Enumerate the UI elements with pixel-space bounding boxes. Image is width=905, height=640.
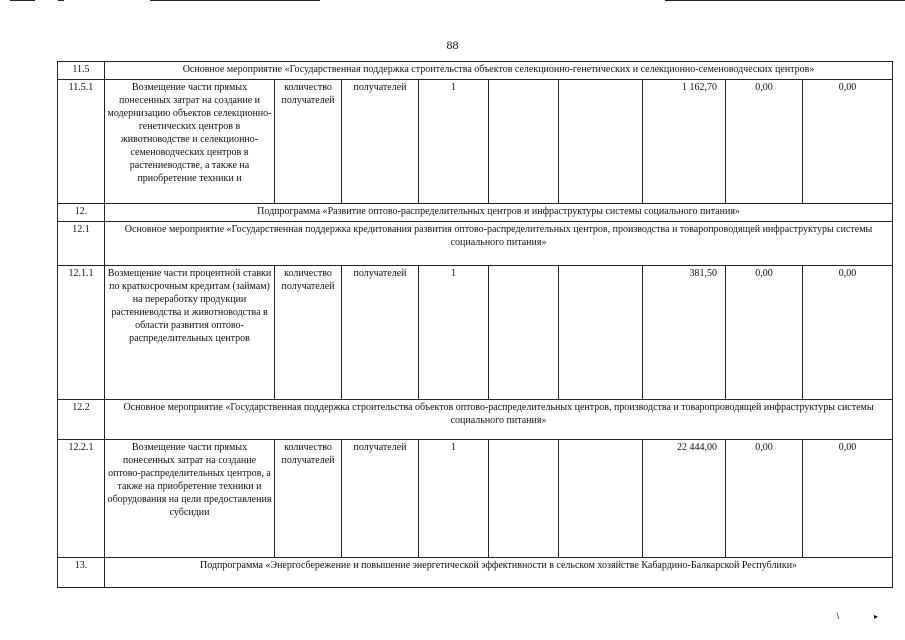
indicator-name: количество получателей — [275, 80, 342, 204]
unit-cell: получателей — [342, 80, 419, 204]
event-title: Основное мероприятие «Государственная поддержка строительства объектов селекционно-генетических и селекционно-семеноводческих центров» — [105, 62, 893, 80]
row-number: 12.2 — [58, 400, 105, 440]
amount-cell: 0,00 — [726, 266, 803, 400]
empty-cell — [489, 440, 559, 558]
amount-cell: 0,00 — [803, 440, 893, 558]
row-number: 13. — [58, 558, 105, 588]
amount-cell: 0,00 — [726, 440, 803, 558]
program-table — [57, 61, 893, 588]
empty-cell — [489, 80, 559, 204]
table-row — [58, 80, 893, 204]
row-number: 12.2.1 — [58, 440, 105, 558]
top-rule-right — [665, 0, 905, 1]
top-rule-center — [150, 0, 320, 1]
amount-cell: 1 162,70 — [643, 80, 726, 204]
table-row — [58, 204, 893, 222]
row-number: 11.5.1 — [58, 80, 105, 204]
indicator-name: количество получателей — [275, 266, 342, 400]
measure-description: Возмещение части прямых понесенных затрат на создание и модернизацию объектов селекционно-генетических центров в животноводстве и селекционно-семеноводческих центров в растениеводстве, а также на приобретение техники и — [105, 80, 275, 204]
measure-description: Возмещение части процентной ставки по краткосрочным кредитам (займам) на переработку продукции растениеводства и животноводства в области развития оптово-распределительных центров — [105, 266, 275, 400]
empty-cell — [559, 80, 643, 204]
value-cell: 1 — [419, 80, 489, 204]
empty-cell — [559, 440, 643, 558]
row-number: 12.1 — [58, 222, 105, 266]
amount-cell: 381,50 — [643, 266, 726, 400]
top-rule-dash — [58, 0, 64, 1]
measure-description: Возмещение части прямых понесенных затрат на создание оптово-распределительных центров, а также на приобретение техники и оборудования на цели предоставления субсидии — [105, 440, 275, 558]
scan-speck-icon: ∖ — [835, 612, 841, 621]
row-number: 12. — [58, 204, 105, 222]
event-title: Основное мероприятие «Государственная поддержка кредитования развития оптово-распределительных центров, производства и товаропроводящей инфраструктуры системы социального питания» — [105, 222, 893, 266]
amount-cell: 0,00 — [803, 80, 893, 204]
scan-speck-icon: ▸ — [874, 612, 879, 621]
value-cell: 1 — [419, 440, 489, 558]
unit-cell: получателей — [342, 440, 419, 558]
amount-cell: 0,00 — [726, 80, 803, 204]
amount-cell: 22 444,00 — [643, 440, 726, 558]
indicator-name: количество получателей — [275, 440, 342, 558]
table-row — [58, 558, 893, 588]
value-cell: 1 — [419, 266, 489, 400]
top-rule-left — [10, 0, 35, 1]
table-row — [58, 440, 893, 558]
amount-cell: 0,00 — [803, 266, 893, 400]
empty-cell — [559, 266, 643, 400]
event-title: Основное мероприятие «Государственная поддержка строительства объектов оптово-распределительных центров, производства и товаропроводящей инфраструктуры системы социального питания» — [105, 400, 893, 440]
table-row — [58, 222, 893, 266]
row-number: 11.5 — [58, 62, 105, 80]
subprogram-title: Подпрограмма «Энергосбережение и повышение энергетической эффективности в сельском хозяйстве Кабардино-Балкарской Республики» — [105, 558, 893, 588]
row-number: 12.1.1 — [58, 266, 105, 400]
unit-cell: получателей — [342, 266, 419, 400]
table-row — [58, 62, 893, 80]
page-number: 88 — [446, 38, 459, 52]
subprogram-title: Подпрограмма «Развитие оптово-распределительных центров и инфраструктуры системы социального питания» — [105, 204, 893, 222]
table-row — [58, 266, 893, 400]
empty-cell — [489, 266, 559, 400]
table-row — [58, 400, 893, 440]
